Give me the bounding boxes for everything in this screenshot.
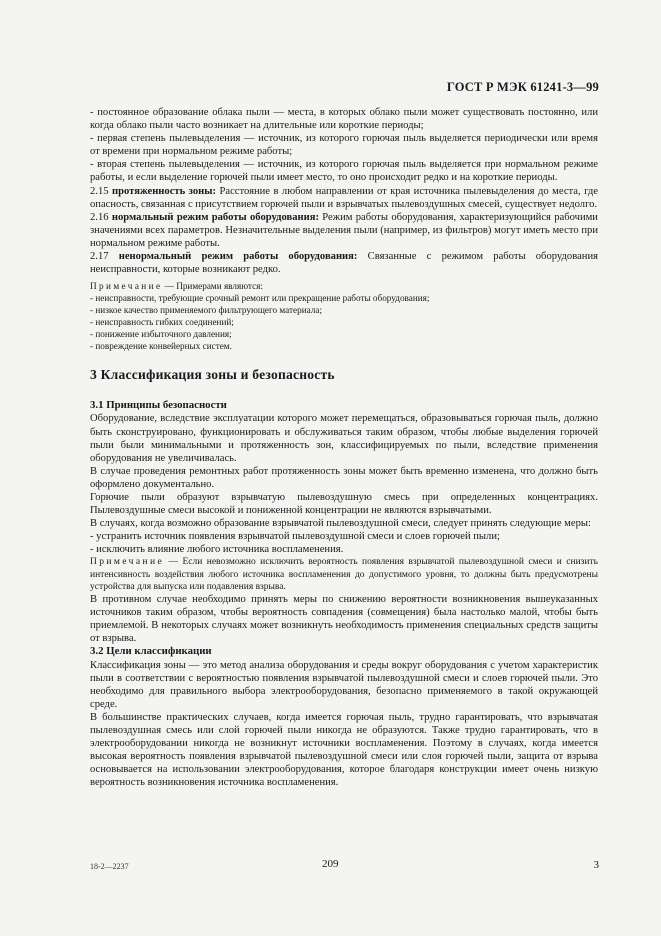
paragraph-3-2-1: Классификация зоны — это метод анализа оборудования и среды вокруг оборудования с учетом характеристик пыли в соответствии с вероятностью появления взрывчатой пылевоздушной смеси и слоев горючей пыли. Это необходимо для правильного выбора электрооборудования, безопасно применяемого в такой окружающей среде. (90, 659, 598, 710)
definition-term: ненормальный режим работы оборудования: (118, 251, 358, 263)
paragraph-first-degree: - первая степень пылевыделения — источник, из которого горючая пыль выделяется периодически или время от времени при нормальном режиме работы; (90, 133, 598, 158)
note-label: Примечание (90, 281, 163, 292)
subsection-3-2-title: 3.2 Цели классификации (90, 645, 212, 658)
paragraph-3-2-2: В большинстве практических случаев, когда имеется горючая пыль, трудно гарантировать, что взрывчатая пылевоздушная смесь или слой горючей пыли никогда не образуются. Также трудно гарантировать, что в электрооборудовании никогда не возникнут источники воспламенения. Поэтому в случаях, когда имеется высокая вероятность появления взрывчатой пылевоздушной смеси или слоя горючей пыли, защита от взрыва основывается на использовании электрооборудования, которое благодаря конструкции имеет очень низкую вероятность возникновения источника воспламенения. (90, 711, 598, 789)
subsection-3-1-title: 3.1 Принципы безопасности (90, 399, 227, 412)
folio-number: 209 (322, 858, 339, 870)
note-examples (90, 280, 598, 352)
note-item: - неисправности, требующие срочный ремонт или прекращение работы оборудования; (90, 293, 430, 304)
list-item-eliminate-source: - устранить источник появления взрывчатой пылевоздушной смеси и слоев горючей пыли; (90, 531, 500, 543)
standard-code: ГОСТ Р МЭК 61241-3—99 (446, 80, 599, 94)
paragraph-3-1-5: В противном случае необходимо принять меры по снижению вероятности возникновения вышеуказанных источников таким образом, чтобы вероятность совпадения (совмещения) была настолько малой, чтобы быть приемлемой. В некоторых случаях может возникнуть необходимость применения специальных средств защиты от взрыва. (90, 594, 598, 645)
note-item: - понижение избыточного давления; (90, 329, 232, 340)
print-code: 18-2—2237 (90, 862, 129, 871)
paragraph-3-1-4: В случаях, когда возможно образование взрывчатой пылевоздушной смеси, следует принять следующие меры: (90, 518, 591, 530)
definition-number: 2.16 (90, 211, 109, 223)
note-text: — Если невозможно исключить вероятность появления взрывчатой пылевоздушной смеси и снизить интенсивность воздействия любого источника воспламенения до допустимого уровня, то должны быть предусмотрены устройства для выпуска или подавления взрыва. (90, 557, 598, 592)
note-explosion-devices (90, 556, 598, 593)
note-intro: — Примерами являются: (162, 281, 263, 292)
paragraph-3-1-3: Горючие пыли образуют взрывчатую пылевоздушную смесь при определенных концентрациях. Пылевоздушные смеси высокой и пониженной концентрации не являются взрывчатыми. (90, 491, 598, 517)
page-number: 3 (593, 859, 599, 871)
paragraph-3-1-2: В случае проведения ремонтных работ протяженность зоны может быть временно изменена, что должно быть оформлено документально. (90, 465, 598, 490)
definition-2-17 (90, 250, 598, 276)
definition-2-16 (90, 211, 598, 250)
definition-number: 2.17 (90, 251, 109, 263)
note-item: - повреждение конвейерных систем. (90, 341, 232, 352)
definition-text: Связанные с режимом работы оборудования неисправности, которые возникают редко. (90, 251, 598, 276)
list-item-exclude-ignition: - исключить влияние любого источника воспламенения. (90, 544, 344, 556)
definition-term: протяженность зоны: (112, 185, 217, 197)
note-item: - низкое качество применяемого фильтрующего материала; (90, 305, 322, 316)
section-3-title: 3 Классификация зоны и безопасность (90, 367, 335, 383)
body-text (90, 106, 598, 789)
definition-term: нормальный режим работы оборудования: (111, 211, 319, 223)
paragraph-second-degree: - вторая степень пылевыделения — источник, из которого горючая пыль выделяется при нормальном режиме работы, и если выделение горючей пыли имеет место, то оно происходит редко и на короткие периоды. (90, 159, 598, 184)
definition-text: Расстояние в любом направлении от края источника пылевыделения до места, где опасность, связанная с присутствием горючей пыли и взрывчатых пылевоздушных смесей, существует недолго. (90, 185, 598, 210)
definition-2-15 (90, 185, 598, 211)
paragraph-3-1-1: Оборудование, вследствие эксплуатации которого может перемещаться, образовываться горючая пыль, должно быть сконструировано, функционировать и обслуживаться таким образом, чтобы любые выделения горючей пыли были минимальными и протяженность зон, классифицируемых по пыли, вследствие применения оборудования не увеличивалась. (90, 413, 598, 464)
note-label: Примечание (90, 557, 165, 568)
paragraph-dust-cloud: - постоянное образование облака пыли — места, в которых облако пыли может существовать постоянно, или когда облако пыли часто возникает на длительные или короткие периоды; (90, 107, 598, 132)
definition-number: 2.15 (90, 185, 109, 197)
definition-text: Режим работы оборудования, характеризующийся рабочими значениями всех параметров. Незначительные выделения пыли (например, из фильтров) могут иметь место при нормальном режиме работы. (90, 211, 598, 249)
note-item: - неисправность гибких соединений; (90, 317, 234, 328)
